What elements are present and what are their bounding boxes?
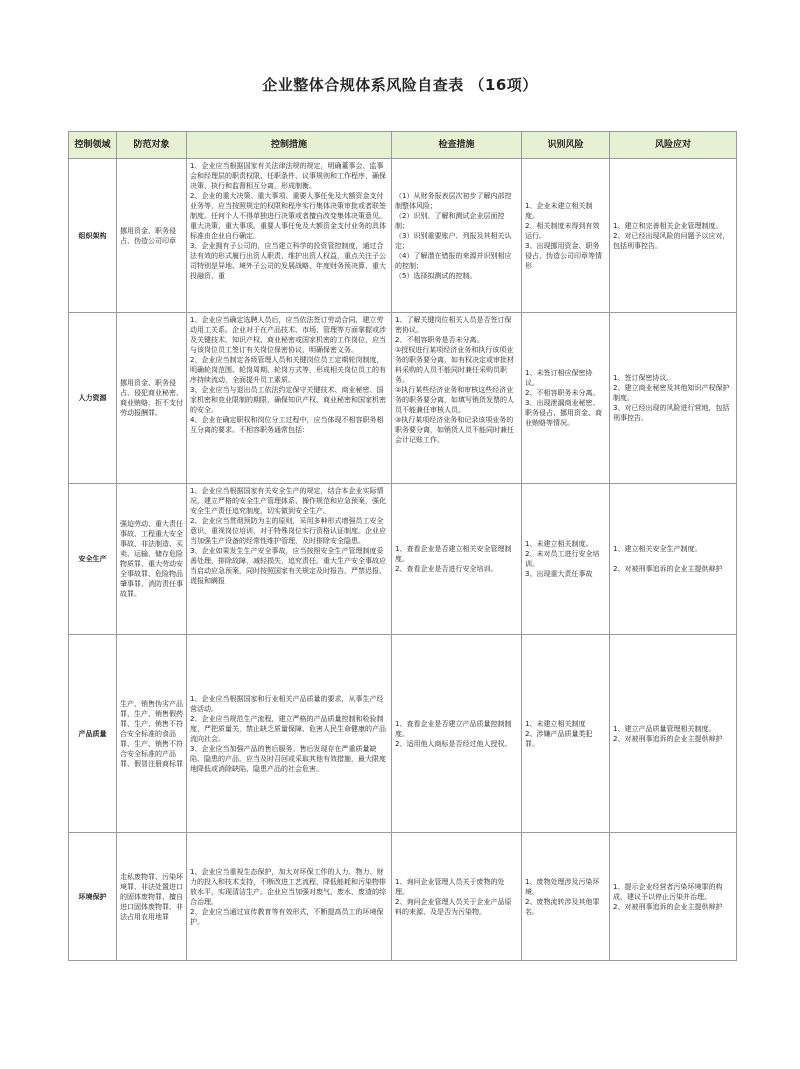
cell-targets: 生产、销售伪劣产品罪、生产、销售假药罪、生产、销售不符合安全标准的食品罪、生产、销售不符合安全标准的产品罪、假冒注册商标罪 xyxy=(117,635,187,833)
table-row xyxy=(69,313,737,484)
cell-responses: 1、建立和完善相关企业管理制度。2、对已经出现风险的问题予以应对，包括刑事控告。 xyxy=(610,159,737,313)
cell-measures-text: 1、企业应当确定选聘人员后，应当依法签订劳动合同，建立劳动用工关系。企业对于在产品技术、市场、管理等方面掌握或涉及关键技术、知识产权、商业秘密或国家机密的工作岗位，应当与该岗位员工签订有关岗位保密协议，明确保密义务。 2、企业应当制定各级管理人员和关键岗位员工定期轮岗制度，明确轮岗范围、轮岗周期、轮岗方式等，形成相关岗位员工的有序持续流动，全面提升员工素质。 3、企业应当与退出员工依法约定保守关键技术、商业秘密、国家机密和竞业限制的期限，确保知识产权、商业秘密和国家机密的安全。 4、企业在确定职权和岗位分工过程中，应当体现不相容职务相互分离的要求。不相容职务通常包括： xyxy=(190,316,386,434)
cell-measures-text: 1、企业应当根据国家有关安全生产的规定，结合本企业实际情况，建立严格的安全生产管理体系、操作规范和应急预案，强化安全生产责任追究制度，切实做到安全生产。 2、企业应当贯彻预防为主的原则，采用多种形式增强员工安全意识，重视岗位培训，对于特殊岗位实行资格认证制度。企业应当加强生产设备的经常性维护管理，及时排除安全隐患。 3、企业如果发生生产安全事故，应当按照安全生产管理制度妥善处理，排除故障，减轻损失，追究责任。重大生产安全事故应当启动应急预案，同时按照国家有关规定及时报告，严禁迟报、谎报和瞒报 xyxy=(190,487,386,585)
cell-targets: 挪用资金、职务侵占、侵犯商业秘密、商业贿赂、拒不支付劳动报酬罪。 xyxy=(117,313,187,484)
cell-targets: 挪用资金、职务侵占、伪造公司印章 xyxy=(117,159,187,313)
risk-table xyxy=(68,131,737,961)
cell-measures: 1、企业应当重视生态保护，加大对环保工作的人力、物力、财力的投入和技术支持，不断改进工艺流程，降低能耗和污染物排放水平，实现清洁生产。企业应当加强对废气、废水、废渣的综合治理。 2、企业应当通过宣传教育等有效形式，不断提高员工的环境保护。 xyxy=(187,833,392,961)
cell-domain: 产品质量 xyxy=(69,635,117,833)
cell-checks-text: 1、了解关键岗位相关人员是否签订保密协议。 2、不相容职务是否未分离。 ①授权进行某项经济业务和执行该项业务的职务要分离，如有权决定或审批材料采购的人员不能同时兼任采购员职务。 ②执行某些经济业务和审核这些经济业务的职务要分离，如填写销货发票的人员不能兼任审核人员。 ③执行某项经济业务和记录该项业务的职务要分离，如销货人员不能同时兼任会计记账工作。 xyxy=(395,316,514,444)
cell-risks: 1、企业未建立相关制度。 2、相关制度未得到有效运行。 3、出现挪用资金、职务侵占、伪造公司印章等情形 xyxy=(522,159,610,313)
cell-responses: 1、签订保密协议。 2、建立商业秘密及其他知识产权保护制度。 3、对已经出现的风险进行营地，包括刑事控告。 xyxy=(610,313,737,484)
cell-checks xyxy=(392,313,522,484)
cell-responses: 1、提示企业经营者污染环境罪的构成，建议予以停止污染并治理。 2、对被刑事追诉的企业主提供辩护 xyxy=(610,833,737,961)
cell-domain: 环境保护 xyxy=(69,833,117,961)
header-measures: 控制措施 xyxy=(187,132,392,159)
header-checks: 检查措施 xyxy=(392,132,522,159)
cell-checks: 1、查看企业是否建立相关安全管理制度。 2、查看企业是否进行安全培训。 xyxy=(392,484,522,635)
table-header-row xyxy=(69,132,737,159)
cell-checks: 1、查看企业是否建立产品质量控制制度。 2、适用他人商标是否经过他人授权。 xyxy=(392,635,522,833)
table-row xyxy=(69,484,737,635)
cell-responses: 1、建立产品质量管理相关制度。 2、对被刑事追诉的企业主提供辩护 xyxy=(610,635,737,833)
cell-measures xyxy=(187,484,392,635)
cell-domain: 安全生产 xyxy=(69,484,117,635)
cell-domain: 组织架构 xyxy=(69,159,117,313)
cell-targets: 走私废物罪、污染环境罪、非法处置进口的固体废物罪、擅自进口固体废物罪、非法占用农用地罪 xyxy=(117,833,187,961)
cell-risks: 1、未签订相应保密协议。 2、不相容职务未分离。 3、出现泄漏商业秘密、职务侵占、挪用资金、商业贿赂等情况。 xyxy=(522,313,610,484)
header-responses: 风险应对 xyxy=(610,132,737,159)
cell-risks: 1、未建立相关制度 2、涉嫌产品质量类犯罪。 xyxy=(522,635,610,833)
cell-checks: （1）从财务报表层次初步了解内部控制整体风险； （2）识别、了解和测试企业层面控制； （3）识别重要账户、列报及其相关认定； （4）了解潜在错报的来源并识别相应的控制； （5）选择拟测试的控制。 xyxy=(392,159,522,313)
cell-measures-text: 1、企业应当根据国家有关法律法规的规定，明确董事会、监事会和经理层的职责权限、任职条件、议事规则和工作程序，确保决策、执行和监督相互分离，形成制衡。 2、企业的重大决策、重大事项、重要人事任免及大额资金支付业务等，应当按照规定的权限和程序实行集体决策审批或者联签制度。任何个人不得单独进行决策或者擅自改变集体决策意见。重大决策、重大事项、重要人事任免及大额资金支付业务的具体标准由企业自行确定。 3、企业拥有子公司的，应当建立科学的投资管控制度，通过合法有效的形式履行出资人职责、维护出资人权益，重点关注子公司特别是异地、境外子公司的发展战略、年度财务预决算、重大投融资、重 xyxy=(190,162,386,280)
cell-targets: 强迫劳动、重大责任事故、工程重大安全事故、非法制造、买卖、运输、储存危险物质罪、重大劳动安全事故罪、危险物品肇事罪、消防责任事故罪。 xyxy=(117,484,187,635)
cell-responses: 1、建立相关安全生产制度。 2、对被刑事追诉的企业主提供辩护 xyxy=(610,484,737,635)
cell-risks: 1、未建立相关制度。 2、未对员工进行安全培训。 3、出现重大责任事故 xyxy=(522,484,610,635)
header-risks: 识别风险 xyxy=(522,132,610,159)
header-domain: 控制领域 xyxy=(69,132,117,159)
table-row xyxy=(69,159,737,313)
cell-risks: 1、废物处理涉及污染环境。 2、废物流转涉及其他罪名。 xyxy=(522,833,610,961)
cell-measures xyxy=(187,159,392,313)
cell-measures xyxy=(187,313,392,484)
header-targets: 防范对象 xyxy=(117,132,187,159)
cell-checks: 1、询问企业管理人员关于废物的处理。 2、询问企业管理人员关于企业产品原料的来源、及是否为污染物。 xyxy=(392,833,522,961)
page-title: 企业整体合规体系风险自查表 （16项） xyxy=(262,76,538,94)
cell-measures: 1、企业应当根据国家和行业相关产品质量的要求，从事生产经营活动。 2、企业应当规范生产流程，建立严格的产品质量控制和检验制度，严把质量关，禁止缺乏质量保障、危害人民生命健康的产品流向社会。 3、企业应当加强产品的售后服务。售后发现存在严重质量缺陷、隐患的产品，应当及时召回或采取其他有效措施，最大限度地降低或消除缺陷、隐患产品的社会危害。 xyxy=(187,635,392,833)
cell-domain: 人力资源 xyxy=(69,313,117,484)
table-row xyxy=(69,635,737,833)
table-row xyxy=(69,833,737,961)
